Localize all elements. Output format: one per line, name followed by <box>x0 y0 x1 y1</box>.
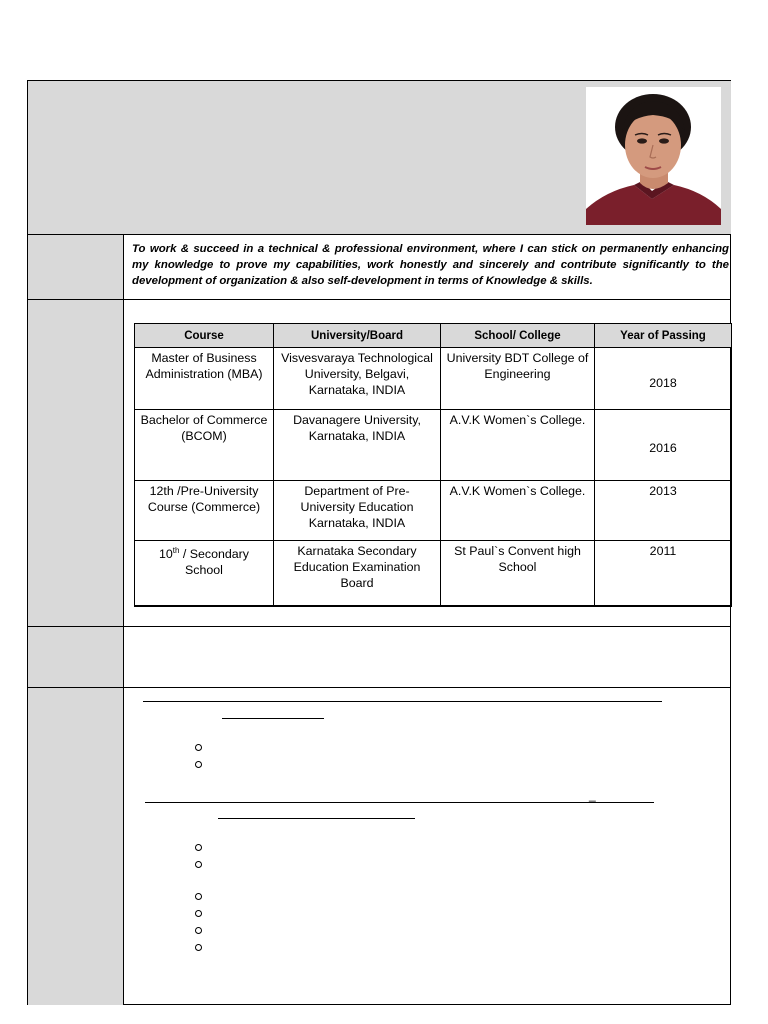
school-cell: A.V.K Women`s College. <box>441 481 595 541</box>
hollow-bullet-icon <box>195 927 202 934</box>
resume-frame <box>27 80 731 1005</box>
heading-underline <box>143 701 662 702</box>
board-cell: Visvesvaraya Technological University, Belgavi, Karnataka, INDIA <box>274 348 441 410</box>
board-cell: Karnataka Secondary Education Examination Board <box>274 541 441 606</box>
hollow-bullet-icon <box>195 893 202 900</box>
table-bottom-rule <box>134 606 732 607</box>
table-row <box>135 541 732 606</box>
column-header: Course <box>135 324 274 348</box>
hollow-bullet-icon <box>195 744 202 751</box>
profile-photo <box>586 87 721 225</box>
course-superscript: th <box>172 546 180 555</box>
hollow-bullet-icon <box>195 861 202 868</box>
hollow-bullet-icon <box>195 844 202 851</box>
table-row <box>135 481 732 541</box>
column-header: Year of Passing <box>595 324 732 348</box>
table-row <box>135 410 732 481</box>
table-header-row <box>135 324 732 348</box>
course-number: 10 <box>158 547 173 562</box>
year-cell: 2011 <box>595 541 732 606</box>
hollow-bullet-icon <box>195 910 202 917</box>
school-cell: St Paul`s Convent high School <box>441 541 595 606</box>
course-rest: / Secondary School <box>179 547 250 578</box>
column-header: School/ College <box>441 324 595 348</box>
table-row <box>135 348 732 410</box>
career-objective-text: To work & succeed in a technical & professional environment, where I can stick on permanently enhancing my knowledge to prove my capabilities, work honestly and sincerely and contribute significantly to the development of organization & also self-development in terms of Knowledge & skills. <box>132 243 729 287</box>
subheading-underline <box>218 818 415 819</box>
header-band <box>28 81 731 235</box>
course-cell <box>135 541 274 606</box>
year-cell: 2018 <box>595 348 732 410</box>
section-divider <box>28 626 731 627</box>
hollow-bullet-icon <box>195 761 202 768</box>
profile-photo-image <box>586 87 721 225</box>
course-cell: Master of Business Administration (MBA) <box>135 348 274 410</box>
board-cell: Department of Pre-University Education Karnataka, INDIA <box>274 481 441 541</box>
dash-mark: _ <box>589 788 596 802</box>
subheading-underline <box>222 718 324 719</box>
section-divider <box>28 687 731 688</box>
year-cell: 2016 <box>595 410 732 481</box>
school-cell: A.V.K Women`s College. <box>441 410 595 481</box>
section-divider <box>28 299 731 300</box>
column-header: University/Board <box>274 324 441 348</box>
school-cell: University BDT College of Engineering <box>441 348 595 410</box>
heading-underline <box>145 802 654 803</box>
hollow-bullet-icon <box>195 944 202 951</box>
year-cell: 2013 <box>595 481 732 541</box>
section-label-column <box>28 235 124 1005</box>
education-table <box>134 323 732 606</box>
course-cell: Bachelor of Commerce (BCOM) <box>135 410 274 481</box>
board-cell: Davanagere University, Karnataka, INDIA <box>274 410 441 481</box>
course-cell: 12th /Pre-University Course (Commerce) <box>135 481 274 541</box>
